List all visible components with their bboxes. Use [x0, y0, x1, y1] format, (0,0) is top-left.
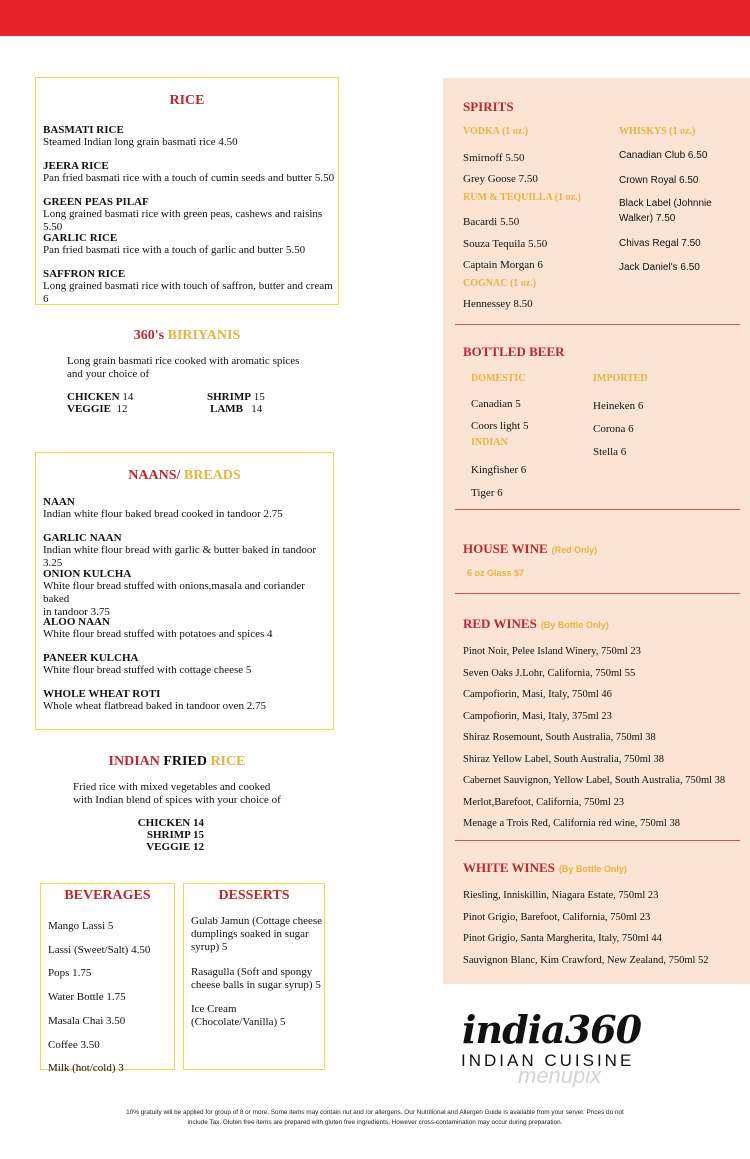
divider: [455, 593, 740, 594]
menu-item: [43, 124, 335, 160]
fried-rice-title-a: INDIAN: [108, 754, 160, 769]
biriyanis-desc-1: Long grain basmati rice cooked with aromatic spices: [67, 355, 300, 367]
logo-wordmark: india360: [462, 1007, 642, 1052]
naans-title: [35, 468, 334, 484]
item-desc: Pan fried basmati rice with a touch of cumin seeds and butter 5.50: [43, 172, 335, 184]
rum-list: [463, 212, 547, 277]
imported-title: IMPORTED: [593, 373, 648, 384]
list-item: Bacardi 5.50: [463, 216, 520, 228]
list-item: Campofiorin, Masi, Italy, 375ml 23: [463, 710, 612, 722]
list-item: Water Bottle 1.75: [48, 991, 126, 1004]
dessert-line: Gulab Jamun (Cottage cheese: [191, 915, 323, 927]
list-item: Hennessey 8.50: [463, 298, 533, 310]
fried-rice-option: CHICKEN 14: [137, 817, 204, 829]
beverages-list: [48, 915, 150, 1081]
list-item: Menage a Trois Red, California red wine, 750ml 38: [463, 818, 680, 829]
dessert-item: [191, 966, 321, 992]
list-item: Lassi (Sweet/Salt) 4.50: [48, 943, 151, 956]
item-name: BASMATI RICE: [43, 124, 124, 136]
item-desc: in tandoor 3.75: [43, 606, 110, 618]
item-name: ONION KULCHA: [43, 568, 132, 580]
biriyanis-desc-2: and your choice of: [67, 368, 150, 380]
cognac-title: COGNAC (1 oz.): [463, 278, 537, 289]
list-item: Merlot,Barefoot, California, 750ml 23: [463, 796, 624, 808]
item-desc: Indian white flour baked bread cooked in tandoor 2.75: [43, 508, 283, 520]
fried-rice-title-b: FRIED: [163, 754, 207, 769]
item-desc: White flour bread stuffed with potatoes and spices 4: [43, 628, 273, 640]
dessert-line: cheese balls in sugar syrup) 5: [191, 979, 321, 991]
watermark: menupix: [518, 1063, 602, 1088]
item-name: GREEN PEAS PILAF: [43, 196, 149, 208]
list-item: Coors light 5: [471, 420, 529, 432]
cognac-list: [463, 298, 533, 311]
list-item: Souza Tequila 5.50: [463, 237, 548, 250]
dessert-line: syrup) 5: [191, 941, 228, 953]
list-item: Pinot Grigio, Santa Margherita, Italy, 750ml 44: [463, 933, 662, 944]
biriyanis-title-a: 360's: [133, 328, 165, 343]
beer-title: BOTTLED BEER: [463, 344, 565, 359]
menu-item: [43, 268, 335, 304]
domestic-title: DOMESTIC: [471, 373, 526, 384]
list-item: Kingfisher 6: [471, 464, 527, 476]
footer-line: 10% gratuity will be applied for group of 8 or more. Some items may contain nut and /or allergens. Our Nutritional and Allergen Guide is available from your server. Prices do not: [126, 1109, 624, 1116]
option-name: CHICKEN: [67, 391, 120, 403]
item-name: PANEER KULCHA: [43, 652, 139, 664]
indian-beer-list: [471, 459, 526, 505]
dessert-line: (Chocolate/Vanilla) 5: [191, 1016, 286, 1028]
house-wine-label: HOUSE WINE: [463, 541, 548, 556]
menu-item: [43, 160, 335, 196]
menu-item: [43, 568, 331, 616]
white-wines-label: WHITE WINES: [463, 860, 555, 875]
list-item: Tiger 6: [471, 487, 503, 499]
fried-rice-title-c: RICE: [210, 754, 246, 769]
item-desc: Long grained basmati rice with touch of saffron, butter and cream 6: [43, 280, 333, 305]
option-name: SHRIMP: [207, 391, 251, 403]
list-item: Pinot Noir, Pelee Island Winery, 750ml 23: [463, 646, 641, 657]
list-item: Pops 1.75: [48, 967, 92, 980]
biriyani-option: [67, 403, 128, 416]
item-name: SAFFRON RICE: [43, 268, 126, 280]
fried-rice-option: SHRIMP 15: [146, 829, 204, 841]
house-wine-price: 6 oz Glass $7: [467, 568, 525, 578]
indian-beer-title: INDIAN: [471, 437, 508, 448]
list-item: Heineken 6: [593, 400, 644, 412]
divider: [455, 509, 740, 510]
item-desc: Pan fried basmati rice with a touch of garlic and butter 5.50: [43, 244, 306, 256]
list-item: Canadian Club 6.50: [619, 150, 708, 161]
red-wines-label: RED WINES: [463, 616, 537, 631]
menu-item: [43, 652, 331, 688]
dessert-line: dumplings soaked in sugar: [191, 928, 309, 940]
option-price: 14: [251, 403, 263, 415]
house-wine-title: [463, 540, 597, 558]
domestic-list: [471, 393, 528, 437]
red-wines-list: [463, 641, 725, 835]
item-desc: White flour bread stuffed with onions,masala and coriander baked: [43, 580, 305, 605]
list-item: Jack Daniel's 6.50: [619, 262, 700, 273]
list-item: Riesling, Inniskillin, Niagara Estate, 750ml 23: [463, 890, 659, 901]
imported-list: [593, 395, 643, 464]
list-item: Stella 6: [593, 446, 627, 458]
white-wines-list: [463, 885, 709, 971]
option-price: 14: [122, 391, 134, 403]
list-item: Campofiorin, Masi, Italy, 750ml 46: [463, 689, 612, 700]
item-desc: Indian white flour bread with garlic & butter baked in tandoor 3.25: [43, 544, 317, 569]
fried-rice-options: [120, 817, 204, 853]
list-item: Seven Oaks J.Lohr, California, 750ml 55: [463, 667, 636, 679]
item-desc: Long grained basmati rice with green peas, cashews and raisins 5.50: [43, 208, 323, 233]
list-item: Chivas Regal 7.50: [619, 238, 701, 249]
biriyani-option: [210, 403, 262, 416]
desserts-title: DESSERTS: [218, 888, 290, 903]
whisky-list: [619, 150, 712, 274]
white-wines-title: [463, 859, 627, 877]
biriyanis-title-b: BIRIYANIS: [167, 328, 241, 343]
item-name: GARLIC RICE: [43, 232, 118, 244]
option-name: LAMB: [210, 403, 243, 415]
fried-rice-desc-2: with Indian blend of spices with your choice of: [73, 794, 281, 806]
whisky-title: WHISKYS (1 oz.): [619, 126, 696, 137]
list-item: Mango Lassi 5: [48, 920, 114, 932]
list-item: Canadian 5: [471, 398, 521, 410]
list-item: Masala Chai 3.50: [48, 1014, 126, 1027]
fried-rice-desc-1: Fried rice with mixed vegetables and cooked: [73, 781, 271, 793]
vodka-title: VODKA (1 oz.): [463, 126, 529, 137]
naans-title-a: NAANS/: [128, 468, 181, 483]
item-desc: Steamed Indian long grain basmati rice 4.50: [43, 136, 238, 148]
vodka-list: [463, 148, 538, 190]
divider: [455, 840, 740, 841]
red-wines-title: [463, 615, 609, 633]
biriyanis-title: [35, 328, 339, 344]
logo-tagline: INDIAN CUISINE: [461, 1051, 635, 1070]
option-price: 15: [253, 391, 265, 403]
menu-item: [43, 532, 331, 568]
item-name: GARLIC NAAN: [43, 532, 122, 544]
house-wine-note: (Red Only): [551, 545, 598, 555]
menu-item: [43, 616, 331, 652]
item-name: ALOO NAAN: [43, 616, 110, 628]
menu-item: [43, 196, 335, 232]
beverages-title: BEVERAGES: [64, 888, 151, 903]
divider: [455, 324, 740, 325]
item-name: NAAN: [43, 496, 75, 508]
footer-line: include Tax. Gluten free items are prepared with gluten free ingredients, However cross-contamination may occur during preparation.: [187, 1119, 563, 1126]
item-desc: Whole wheat flatbread baked in tandoor oven 2.75: [43, 700, 266, 712]
list-item: Shiraz Yellow Label, South Australia, 750ml 38: [463, 753, 664, 765]
fried-rice-option: VEGGIE 12: [146, 841, 204, 853]
rum-title: RUM & TEQUILLA (1 oz.): [463, 192, 581, 203]
footer-note: [0, 1108, 750, 1128]
list-item: Grey Goose 7.50: [463, 173, 538, 185]
menu-item: [43, 688, 331, 724]
list-item: Milk (hot/cold) 3: [48, 1062, 124, 1075]
list-item: Pinot Grigio, Barefoot, California, 750ml 23: [463, 911, 651, 923]
option-price: 12: [116, 403, 128, 415]
top-bar: [0, 0, 750, 36]
list-item: Smirnoff 5.50: [463, 152, 525, 164]
naans-list: [43, 496, 331, 724]
naans-title-b: BREADS: [183, 468, 241, 483]
fried-rice-title: [25, 754, 329, 770]
menu-item: [43, 232, 335, 268]
rice-list: [43, 124, 335, 304]
red-wines-note: (By Bottle Only): [540, 620, 609, 630]
list-item: Cabernet Sauvignon, Yellow Label, South Australia, 750ml 38: [463, 775, 726, 786]
dessert-line: Rasagulla (Soft and spongy: [191, 966, 313, 978]
list-item: Sauvignon Blanc, Kim Crawford, New Zealand, 750ml 52: [463, 954, 709, 966]
option-name: VEGGIE: [67, 403, 112, 415]
rice-title: RICE: [169, 93, 205, 108]
item-name: WHOLE WHEAT ROTI: [43, 688, 161, 700]
list-item: Captain Morgan 6: [463, 259, 543, 271]
list-item: Coffee 3.50: [48, 1038, 100, 1051]
list-item: Walker) 7.50: [619, 213, 676, 224]
list-item: Crown Royal 6.50: [619, 175, 699, 186]
dessert-item: [191, 915, 322, 954]
white-wines-note: (By Bottle Only): [558, 864, 627, 874]
list-item: Black Label (Johnnie: [619, 198, 712, 209]
item-name: JEERA RICE: [43, 160, 109, 172]
list-item: Corona 6: [593, 423, 634, 435]
item-desc: White flour bread stuffed with cottage cheese 5: [43, 664, 252, 676]
dessert-item: [191, 1003, 285, 1029]
dessert-line: Ice Cream: [191, 1003, 237, 1015]
menu-item: [43, 496, 331, 532]
list-item: Shiraz Rosemount, South Australia, 750ml 38: [463, 732, 656, 743]
spirits-title: SPIRITS: [463, 99, 514, 114]
